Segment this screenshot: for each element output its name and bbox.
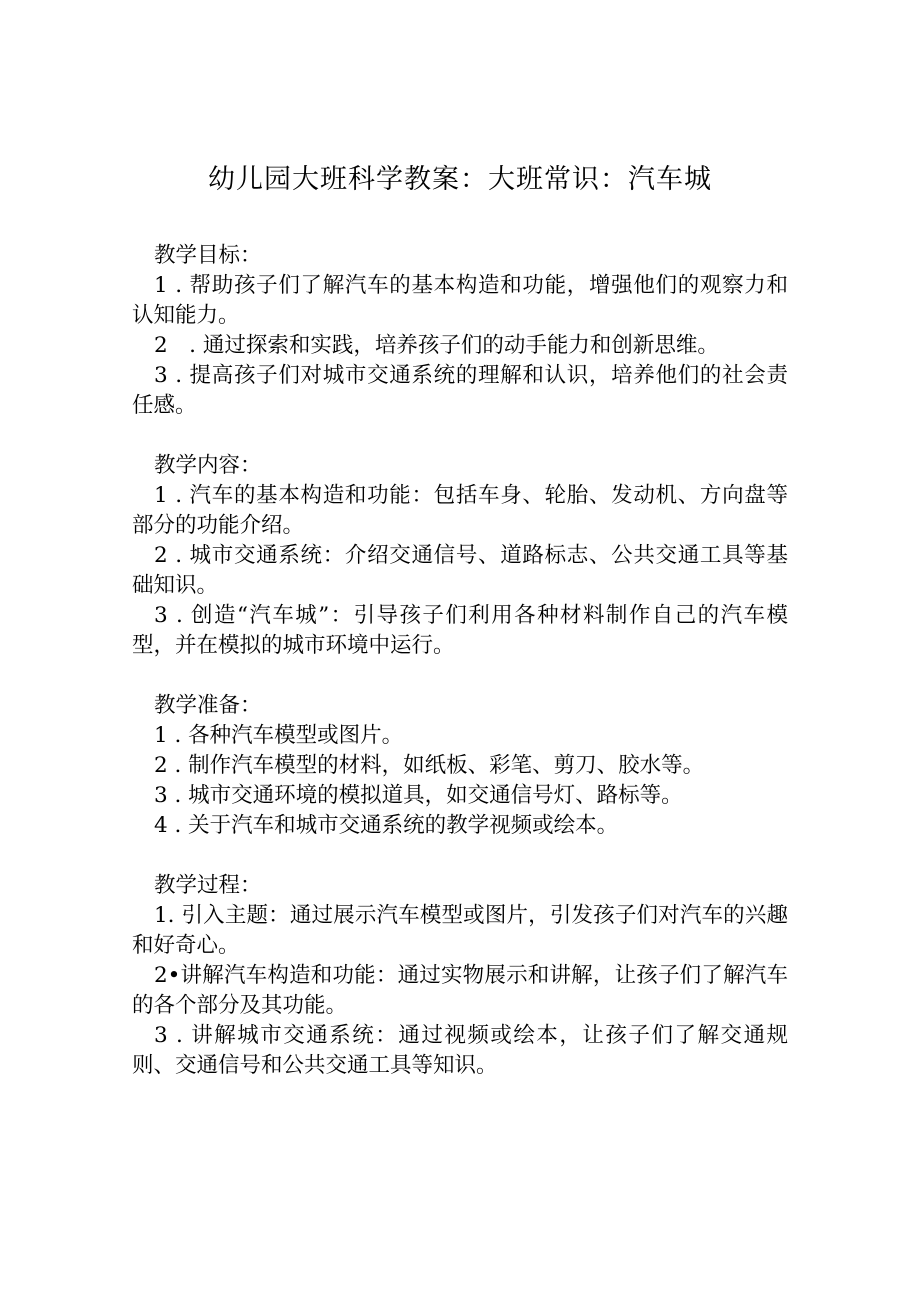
list-item: 3 . 讲解城市交通系统：通过视频或绘本，让孩子们了解交通规则、交通信号和公共交通工具等知识。 xyxy=(132,1023,788,1078)
list-item: 2 . 制作汽车模型的材料，如纸板、彩笔、剪刀、胶水等。 xyxy=(154,753,705,778)
list-item: 1 . 帮助孩子们了解汽车的基本构造和功能，增强他们的观察力和认知能力。 xyxy=(132,273,788,328)
list-item: 1 . 各种汽车模型或图片。 xyxy=(154,723,404,748)
list-item: 4 . 关于汽车和城市交通系统的教学视频或绘本。 xyxy=(154,813,619,838)
section-teaching-process xyxy=(132,871,788,1081)
list-item: 3 . 提高孩子们对城市交通系统的理解和认识，培养他们的社会责任感。 xyxy=(132,363,788,418)
section-teaching-content xyxy=(132,451,788,661)
section-teaching-preparation xyxy=(132,691,788,841)
section-heading: 教学目标： xyxy=(154,243,262,268)
list-item: 3 . 创造“汽车城”：引导孩子们利用各种材料制作自己的汽车模型，并在模拟的城市环境中运行。 xyxy=(132,603,788,658)
list-item: 3 . 城市交通环境的模拟道具，如交通信号灯、路标等。 xyxy=(154,783,683,808)
document-body xyxy=(132,241,788,1111)
list-item: 1. 引入主题：通过展示汽车模型或图片，引发孩子们对汽车的兴趣和好奇心。 xyxy=(132,903,788,958)
list-item: 1 . 汽车的基本构造和功能：包括车身、轮胎、发动机、方向盘等部分的功能介绍。 xyxy=(132,483,788,538)
section-heading: 教学过程： xyxy=(154,873,262,898)
section-heading: 教学准备： xyxy=(154,693,262,718)
list-item: 2 . 通过探索和实践，培养孩子们的动手能力和创新思维。 xyxy=(154,333,719,358)
section-teaching-goals xyxy=(132,241,788,421)
document-title: 幼儿园大班科学教案：大班常识：汽车城 xyxy=(208,164,712,195)
list-item: 2 . 城市交通系统：介绍交通信号、道路标志、公共交通工具等基础知识。 xyxy=(132,543,788,598)
list-item: 2•讲解汽车构造和功能：通过实物展示和讲解，让孩子们了解汽车的各个部分及其功能。 xyxy=(132,963,788,1018)
section-heading: 教学内容： xyxy=(154,453,262,478)
